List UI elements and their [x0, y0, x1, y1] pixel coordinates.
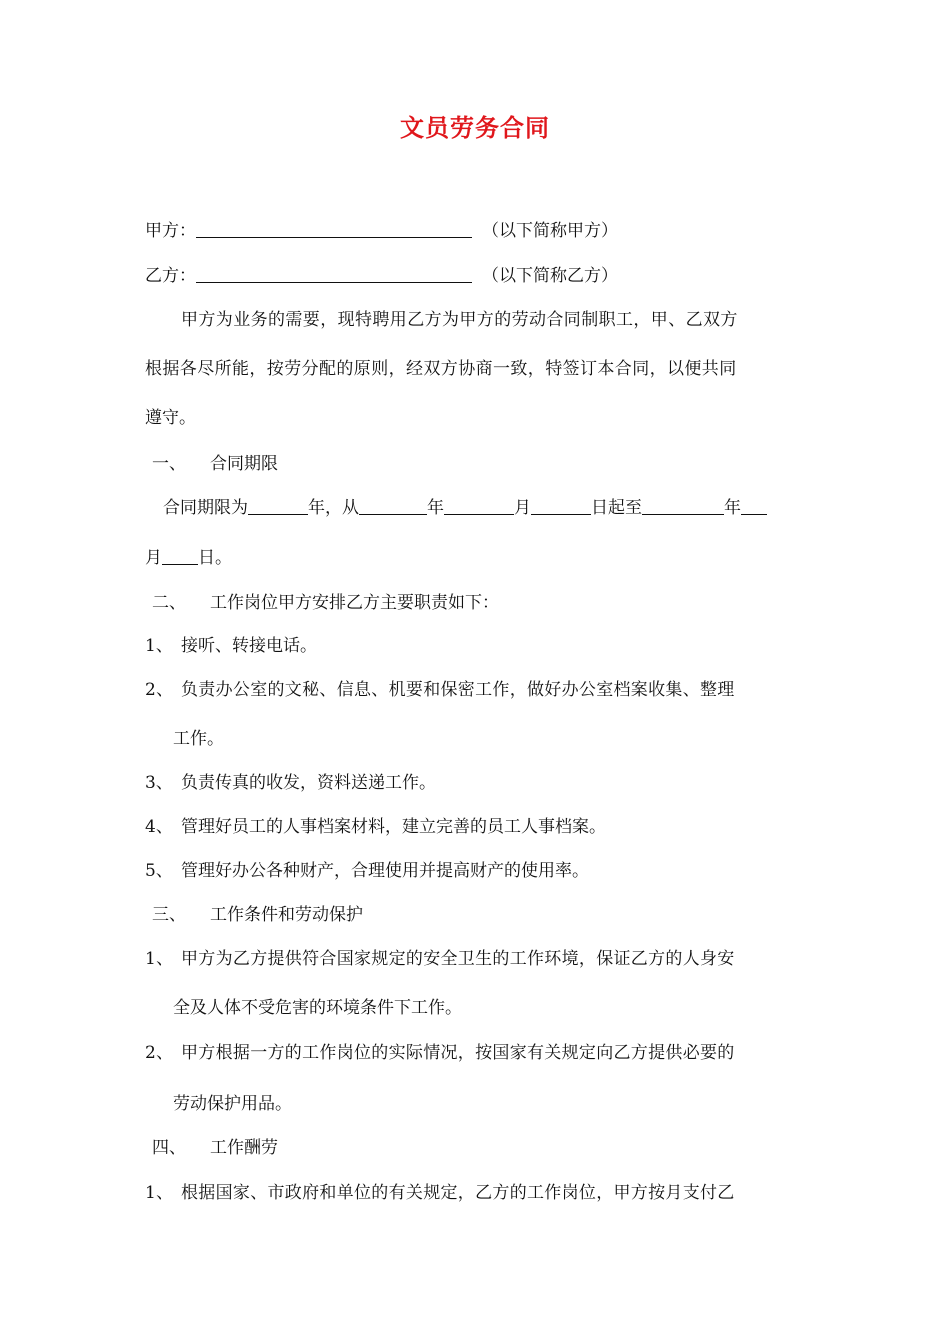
section-4-number: 四、 [152, 1138, 186, 1158]
document-title: 文员劳务合同 [400, 113, 550, 142]
item-number: 1、 [145, 636, 173, 656]
list-item [145, 1040, 735, 1066]
party-b-suffix: （以下简称乙方） [482, 266, 618, 286]
section-1-number: 一、 [152, 454, 186, 474]
term-years-blank[interactable] [248, 496, 308, 515]
section-1-heading [152, 451, 278, 477]
item-number: 3、 [145, 773, 173, 793]
list-item [145, 1180, 735, 1206]
term-text-5: 日起至 [591, 498, 642, 518]
party-a-suffix: （以下简称甲方） [482, 221, 618, 241]
section-3-title: 工作条件和劳动保护 [210, 905, 363, 925]
list-item [145, 633, 317, 659]
party-b-blank[interactable] [196, 264, 472, 283]
section-3-number: 三、 [152, 905, 186, 925]
list-item [145, 677, 735, 703]
item-text: 负责办公室的文秘、信息、机要和保密工作，做好办公室档案收集、整理 [181, 680, 735, 700]
list-item [145, 770, 436, 796]
end-month-blank-a[interactable] [741, 496, 767, 515]
party-a-blank[interactable] [196, 219, 472, 238]
item-continuation: 全及人体不受危害的环境条件下工作。 [173, 998, 462, 1018]
term-text-6: 年 [724, 498, 741, 518]
item-number: 1、 [145, 1183, 174, 1203]
party-a-line [145, 218, 618, 244]
party-b-line [145, 263, 618, 289]
term-line-2 [145, 545, 232, 571]
list-item [145, 946, 735, 972]
item-number: 4、 [145, 817, 173, 837]
item-text: 根据国家、市政府和单位的有关规定，乙方的工作岗位，甲方按月支付乙 [181, 1183, 735, 1203]
section-2-number: 二、 [152, 593, 186, 613]
term-text-4: 月 [514, 498, 531, 518]
term-text-1: 合同期限为 [163, 498, 248, 518]
item-text: 甲方为乙方提供符合国家规定的安全卫生的工作环境，保证乙方的人身安 [181, 949, 735, 969]
start-day-blank[interactable] [531, 496, 591, 515]
section-4-heading [152, 1135, 278, 1161]
intro-line-1: 甲方为业务的需要，现特聘用乙方为甲方的劳动合同制职工，甲、乙双方 [181, 310, 738, 330]
term-line-1 [163, 495, 767, 521]
item-continuation: 劳动保护用品。 [173, 1094, 292, 1114]
item-number: 2、 [145, 1043, 174, 1063]
section-1-title: 合同期限 [210, 454, 278, 474]
item-continuation: 工作。 [173, 729, 224, 749]
term-text-3: 年 [427, 498, 444, 518]
section-4-title: 工作酬劳 [210, 1138, 278, 1158]
end-year-blank[interactable] [642, 496, 724, 515]
start-month-blank[interactable] [444, 496, 514, 515]
section-2-title: 工作岗位甲方安排乙方主要职责如下： [210, 593, 499, 613]
list-item [145, 814, 606, 840]
item-number: 5、 [145, 861, 173, 881]
intro-line-3: 遵守。 [145, 408, 196, 428]
intro-line-2: 根据各尽所能，按劳分配的原则，经双方协商一致，特签订本合同，以便共同 [145, 359, 737, 379]
item-text: 负责传真的收发，资料送递工作。 [181, 773, 436, 793]
item-number: 1、 [145, 949, 174, 969]
item-text: 甲方根据一方的工作岗位的实际情况，按国家有关规定向乙方提供必要的 [181, 1043, 735, 1063]
item-text: 管理好员工的人事档案材料，建立完善的员工人事档案。 [181, 817, 606, 837]
term-text-7: 月 [145, 548, 162, 568]
party-a-label: 甲方： [145, 221, 196, 241]
item-text: 接听、转接电话。 [181, 636, 317, 656]
start-year-blank[interactable] [359, 496, 427, 515]
section-3-heading [152, 902, 363, 928]
party-b-label: 乙方： [145, 266, 196, 286]
end-day-blank[interactable] [162, 546, 198, 565]
term-text-8: 日。 [198, 548, 232, 568]
term-text-2: 年，从 [308, 498, 359, 518]
list-item [145, 858, 589, 884]
section-2-heading [152, 590, 499, 616]
item-text: 管理好办公各种财产，合理使用并提高财产的使用率。 [181, 861, 589, 881]
item-number: 2、 [145, 680, 174, 700]
